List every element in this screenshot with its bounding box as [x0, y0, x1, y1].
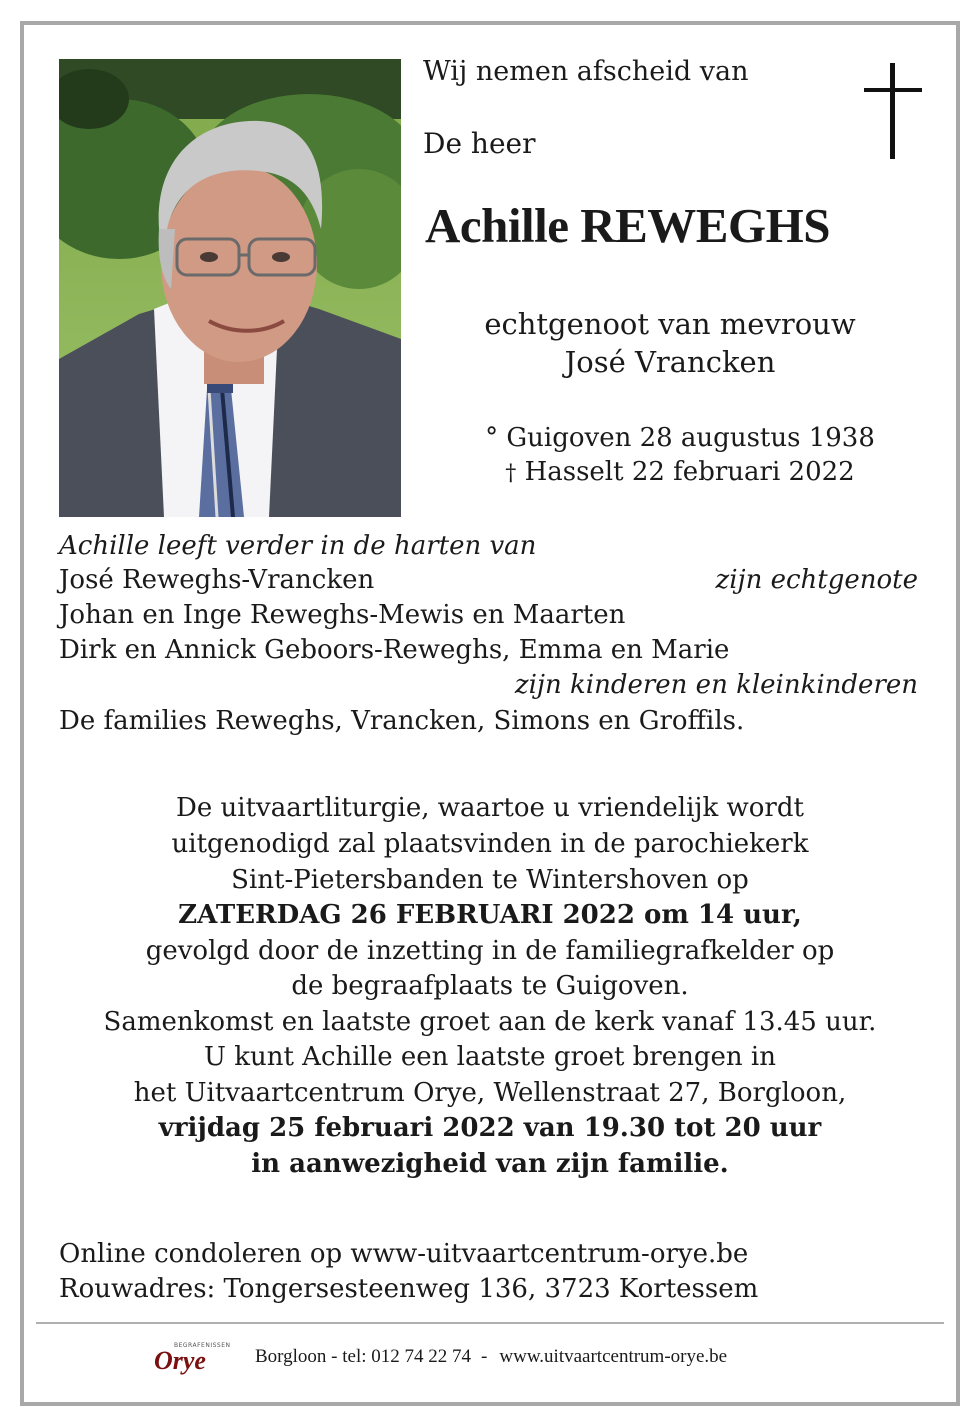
survivor-name: Dirk en Annick Geboors-Reweghs, Emma en Marie — [59, 635, 730, 665]
portrait-photo — [59, 59, 401, 517]
intro-text: Wij nemen afscheid van — [423, 56, 749, 87]
ceremony-line: Sint-Pietersbanden te Wintershoven op — [231, 865, 749, 895]
death-text: Hasselt 22 februari 2022 — [524, 457, 855, 487]
visitation-note: in aanwezigheid van zijn familie. — [251, 1149, 729, 1179]
online-condolences: Online condoleren op www-uitvaartcentrum-orye.be — [59, 1239, 749, 1269]
footer-separator: - — [481, 1346, 488, 1367]
logo-name: Orye — [154, 1346, 206, 1375]
footer-contact: Borgloon - tel: 012 74 22 74 — [255, 1346, 472, 1367]
survivor-name: José Reweghs-Vrancken — [59, 565, 375, 595]
survivor-role: zijn echtgenote — [715, 565, 918, 595]
survivor-name: De families Reweghs, Vrancken, Simons en Groffils. — [59, 706, 745, 736]
survivor-role: zijn kinderen en kleinkinderen — [514, 670, 918, 700]
survivor-name: Johan en Inge Reweghs-Mewis en Maarten — [59, 600, 626, 630]
ceremony-line: De uitvaartliturgie, waartoe u vriendelijk wordt — [176, 793, 804, 823]
ceremony-line: gevolgd door de inzetting in de familiegrafkelder op — [145, 936, 835, 966]
mourning-address: Rouwadres: Tongersesteenweg 136, 3723 Kortessem — [59, 1274, 759, 1304]
survivors-intro: Achille leeft verder in de harten van — [59, 531, 537, 561]
ceremony-date: ZATERDAG 26 FEBRUARI 2022 om 14 uur, — [178, 900, 802, 930]
honorific-title: De heer — [423, 127, 536, 160]
ceremony-line: Samenkomst en laatste groet aan de kerk vanaf 13.45 uur. — [103, 1007, 877, 1037]
birth-info: ° Guigoven 28 augustus 1938 — [485, 423, 875, 453]
ceremony-line: uitgenodigd zal plaatsvinden in de parochiekerk — [171, 829, 809, 859]
ceremony-line: U kunt Achille een laatste groet brengen in — [204, 1042, 776, 1072]
deceased-name: Achille REWEGHS — [425, 198, 830, 253]
spouse-line-2: José Vrancken — [564, 345, 776, 379]
ceremony-line: het Uitvaartcentrum Orye, Wellenstraat 27, Borgloon, — [133, 1078, 847, 1108]
spouse-line-1: echtgenoot van mevrouw — [484, 307, 856, 341]
death-info — [430, 456, 930, 490]
footer-website[interactable]: www.uitvaartcentrum-orye.be — [499, 1346, 728, 1367]
dagger-icon: † — [505, 461, 517, 486]
visitation-date: vrijdag 25 februari 2022 van 19.30 tot 20 uur — [158, 1113, 822, 1143]
cross-icon — [864, 63, 922, 159]
footer-info — [255, 1344, 727, 1370]
logo-subtitle: BEGRAFENISSEN — [174, 1342, 231, 1349]
orye-logo — [154, 1342, 232, 1382]
ceremony-line: de begraafplaats te Guigoven. — [291, 971, 689, 1001]
footer-divider — [36, 1322, 944, 1324]
